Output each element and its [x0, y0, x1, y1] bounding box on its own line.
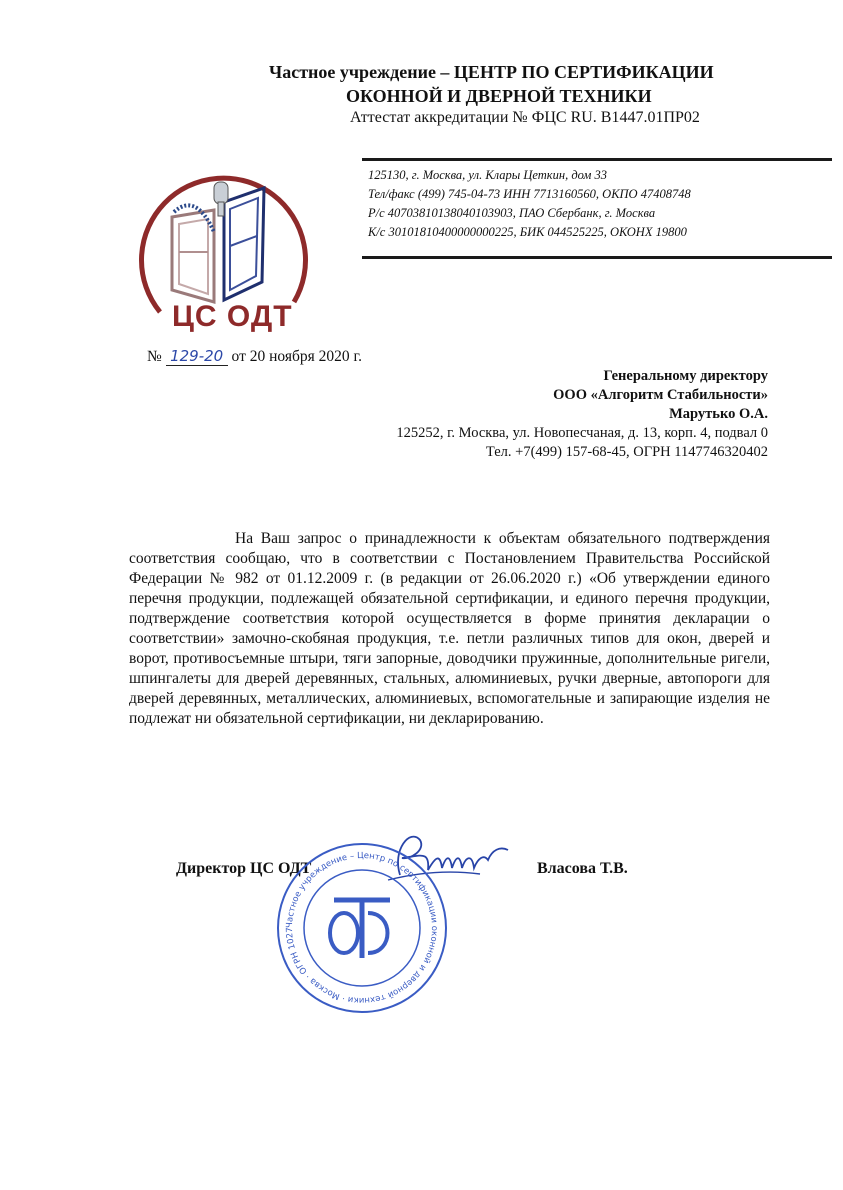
recipient-company: ООО «Алгоритм Стабильности»: [553, 387, 768, 403]
outgoing-number: [147, 347, 362, 366]
org-name-line2: ОКОННОЙ И ДВЕРНОЙ ТЕХНИКИ: [346, 86, 652, 106]
requisites-block: [368, 166, 691, 242]
recipient-address: 125252, г. Москва, ул. Новопесчаная, д. 13, корп. 4, подвал 0: [396, 425, 768, 441]
signatory-name: Власова Т.В.: [537, 860, 628, 877]
requisites-top-rule: [362, 158, 832, 161]
official-stamp: [272, 838, 452, 1018]
signatory-position: Директор ЦС ОДТ: [176, 860, 312, 877]
requisites-address: 125130, г. Москва, ул. Клары Цеткин, дом 33: [368, 168, 608, 182]
accreditation-line: Аттестат аккредитации № ФЦС RU. В1447.01ПР02: [350, 109, 700, 126]
recipient-block: [396, 367, 768, 462]
requisites-corr-account: К/с 30101810400000000225, БИК 044525225, ОКОНХ 19800: [368, 225, 687, 239]
requisites-bottom-rule: [362, 256, 832, 259]
recipient-phone: Тел. +7(499) 157-68-45, ОГРН 1147746320402: [485, 444, 768, 460]
handwritten-number: 129-20: [166, 347, 228, 366]
logo-text: ЦС ОДТ: [172, 300, 293, 333]
requisites-account: Р/с 40703810138040103903, ПАО Сбербанк, г. Москва: [368, 206, 656, 220]
recipient-name: Марутько О.А.: [669, 406, 768, 422]
org-name-line1: Частное учреждение – ЦЕНТР ПО СЕРТИФИКАЦИИ: [269, 62, 714, 82]
stamp-seal-icon: [272, 838, 452, 1018]
svg-text:Частное учреждение – Центр по: Частное учреждение – Центр по сертификации оконной и дверной техники · Москва · ОГРН 1027: [284, 850, 440, 1006]
number-prefix: №: [147, 348, 162, 365]
outgoing-date: от 20 ноября 2020 г.: [231, 348, 362, 365]
requisites-phone-inn: Тел/факс (499) 745-04-73 ИНН 7713160560, ОКПО 47408748: [368, 187, 691, 201]
org-logo: [134, 162, 314, 342]
recipient-position: Генеральному директору: [603, 368, 768, 384]
letter-body: На Ваш запрос о принадлежности к объектам обязательного подтверждения соответствия сообщаю, что в соответствии с Постановлением Правительства Российской Федерации № 982 от 01.12.2009 г. (в редакции от 26.06.2020 г.) «Об утверждении единого перечня продукции, подлежащей обязательной сертификации, и единого перечня продукции, подтверждение соответствия которой осуществляется в форме принятия декларации о соответствии» замочно-скобяная продукция, т.е. петли различных типов для окон, дверей и ворот, противосъемные штыри, тяги запорные, доводчики пружинные, дополнительные ригели, шпингалеты для дверей деревянных, стальных, алюминиевых, ручки дверные, автопороги для дверей деревянных, металлических, алюминиевых, вспомогательные и запирающие изделия не подлежат ни обязательной сертификации, ни декларированию.: [129, 530, 770, 727]
